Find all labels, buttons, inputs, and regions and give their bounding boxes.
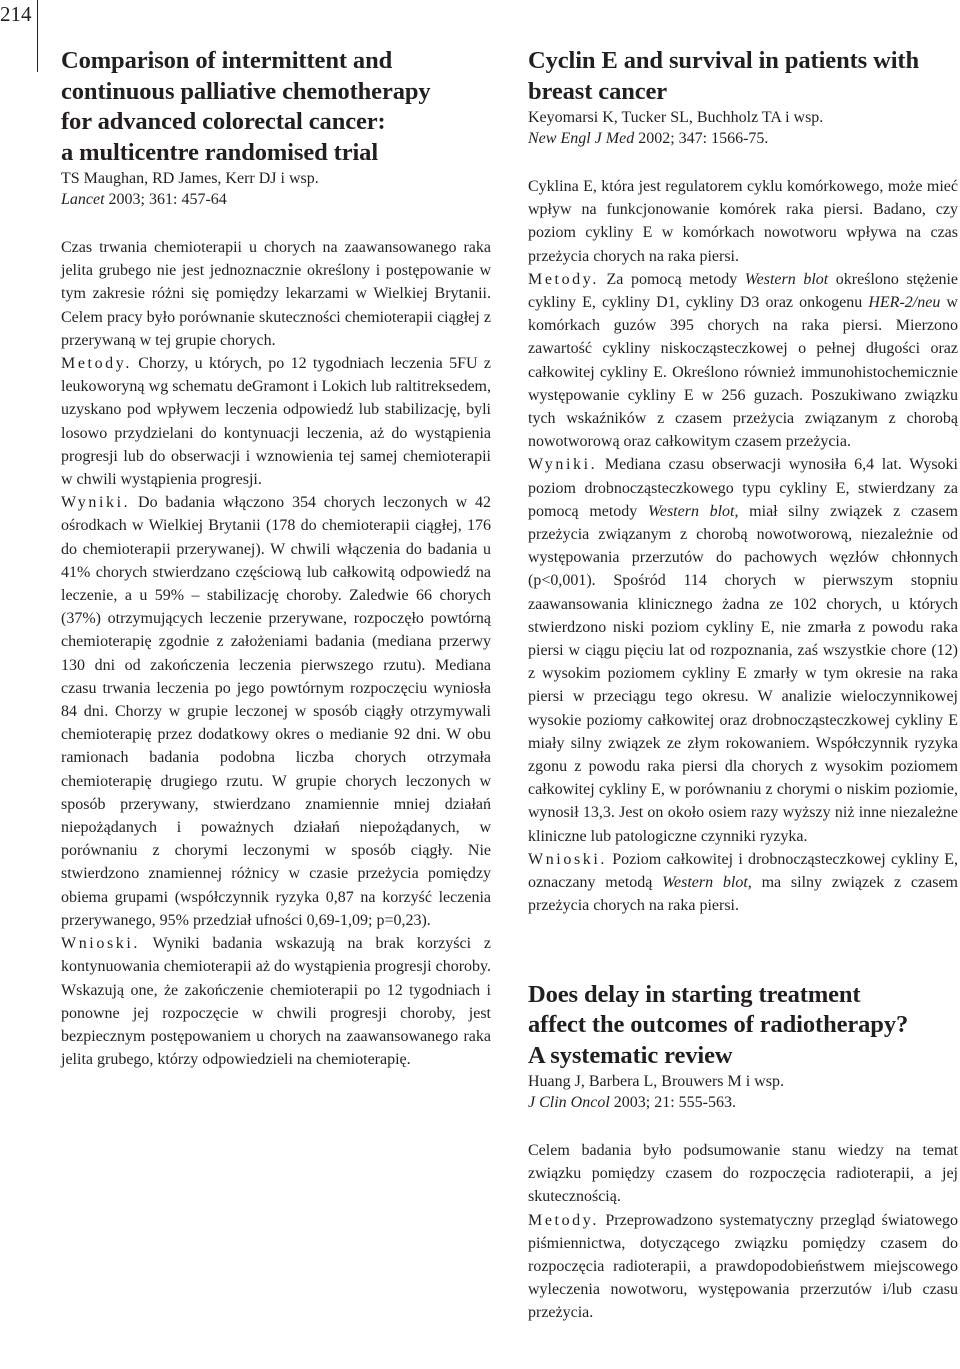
right-article-2-authors: Huang J, Barbera L, Brouwers M i wsp.: [528, 1073, 784, 1090]
title-line: a multicentre randomised trial: [61, 138, 379, 166]
left-article-authors: TS Maughan, RD James, Kerr DJ i wsp.: [61, 170, 319, 187]
journal-name: New Engl J Med: [528, 130, 635, 147]
right-column: [528, 46, 958, 1325]
methods-label: Metody.: [61, 355, 132, 373]
left-article-title: [61, 46, 491, 168]
left-column: [61, 46, 491, 1071]
conclusions-text: Wyniki badania wskazują na brak korzyści z kontynuowania chemioterapii aż do wystąpienia progresji choroby. Wskazują one, że zakończenie chemioterapii po 12 tygodniach i ponowne jej rozpoczęcie w chwili progresji choroby, jest bezpiecznym postępowaniem u chorych na zaawansowanego raka jelita grubego, którzy odpowiedzieli na chemioterapię.: [61, 935, 491, 1069]
left-article-conclusions: [61, 932, 491, 1071]
title-line: A systematic review: [528, 1041, 733, 1069]
methods-text: Przeprowadzono systematyczny przegląd światowego piśmiennictwa, dotyczącego związku pomiędzy czasem do rozpoczęcia radioterapii, a prawdopodobieństwem miejscowego wyleczenia nowotworu, występowania przerzutów i/lub czasu przeżycia.: [528, 1211, 958, 1322]
results-label: Wyniki.: [528, 456, 598, 474]
journal-citation: 2003; 361: 457-64: [104, 191, 227, 208]
results-text: Mediana czasu obserwacji wynosiła 6,4 lat. Wysoki poziom drobnocząsteczkowego typu cykliny E, stwierdzany za pomocą metody: [528, 456, 958, 520]
results-label: Wyniki.: [61, 494, 131, 512]
results-term: Western blot,: [647, 502, 739, 520]
left-article-intro: Czas trwania chemioterapii u chorych na zaawansowanego raka jelita grubego nie jest jednoznacznie określony i postępowanie w tym zakresie różni się pomiędzy lekarzami w Wielkiej Brytanii. Celem pracy było porównanie skuteczności chemioterapii ciągłej z przerywaną w tej grupie chorych.: [61, 239, 491, 349]
conclusions-term: Western blot,: [662, 874, 752, 892]
methods-text: Chorzy, u których, po 12 tygodniach leczenia 5FU z leukoworyną wg schematu deGramont i Lokich lub raltitreksedem, uzyskano pod wpływem leczenia odpowiedź lub stabilizację, byli losowo przydzielani do kontynuacji leczenia, aż do wystąpienia progresji lub do obserwacji i wznowienia tej samej chemioterapii w chwili wystąpienia progresji.: [61, 355, 491, 489]
left-article-methods: [61, 352, 491, 491]
methods-term: HER-2/neu: [868, 294, 941, 312]
page-rule: [37, 0, 38, 72]
journal-name: Lancet: [61, 191, 105, 208]
title-line: continuous palliative chemotherapy: [61, 77, 431, 105]
conclusions-text: ma silny związek z czasem przeżycia chorych na raka piersi.: [528, 874, 958, 915]
methods-label: Metody.: [528, 270, 599, 288]
right-article-1-title: [528, 46, 958, 107]
right-article-1-methods: [528, 268, 958, 454]
results-text: Do badania włączono 354 chorych leczonych w 42 ośrodkach w Wielkiej Brytanii (178 do chemioterapii ciągłej, 176 do chemioterapii przerywanej). W chwili włączenia do badania u 41% chorych stwierdzano częściową lub całkowitą odpowiedź na leczenie, a u 59% – stabilizację choroby. Zaledwie 66 chorych (37%) otrzymujących leczenie przerywane, rozpoczęło powtórną chemioterapię zgodnie z założeniami badania (mediana przerwy 130 dni od zakończenia leczenia pierwszego rzutu). Mediana czasu trwania leczenia po jego powtórnym rozpoczęciu wyniosła 84 dni. Chorzy w grupie leczonej w sposób ciągły otrzymywali chemioterapię przez dodatkowy okres o medianie 92 dni. W obu ramionach badania podobna liczba chorych otrzymała chemioterapię drugiego rzutu. W grupie chorych leczonych w sposób przerywany, stwierdzano znamiennie mniej działań niepożądanych i poważnych działań niepożądanych, w porównaniu z chorymi leczonymi w sposób ciągły. Nie stwierdzono znamiennej różnicy w czasie przeżycia pomiędzy obiema grupami (współczynnik ryzyka 0,87 na korzyść leczenia przerywanego, 95% przedział ufności 0,69-1,09; p=0,23).: [61, 494, 491, 929]
conclusions-label: Wnioski.: [528, 850, 608, 868]
left-article-citation: [61, 189, 491, 210]
methods-term: Western blot: [744, 270, 829, 288]
journal-citation: 2002; 347: 1566-75.: [634, 130, 769, 147]
right-article-1-results: [528, 453, 958, 847]
right-article-2-methods: [528, 1209, 958, 1325]
right-article-2-intro: Celem badania było podsumowanie stanu wiedzy na temat związku pomiędzy czasem do rozpoczęcia radioterapii, a jej skutecznością.: [528, 1142, 958, 1206]
journal-citation: 2003; 21: 555-563.: [609, 1094, 736, 1111]
title-line: Cyclin E and survival in patients with: [528, 47, 919, 74]
page-number: 214: [0, 2, 32, 26]
conclusions-text: Poziom całkowitej i drobnocząsteczkowej cykliny E, oznaczany metodą: [528, 850, 958, 892]
title-line: Comparison of intermittent and: [61, 47, 393, 74]
journal-name: J Clin Oncol: [528, 1094, 610, 1111]
methods-text: Za pomocą metody: [598, 270, 745, 288]
right-article-2-citation: [528, 1092, 958, 1113]
title-line: for advanced colorectal cancer:: [61, 108, 386, 135]
title-line: affect the outcomes of radiotherapy?: [528, 1011, 909, 1038]
right-article-1-citation: [528, 128, 958, 149]
right-article-1-authors: Keyomarsi K, Tucker SL, Buchholz TA i wsp.: [528, 109, 824, 126]
methods-label: Metody.: [528, 1211, 599, 1229]
methods-text: w komórkach guzów 395 chorych na raka piersi. Mierzono zawartość cykliny niskocząsteczkowej o pełnej długości oraz całkowitej cykliny E. Określono również immunohistochemicznie występowanie cykliny E w 256 guzach. Poszukiwano związku tych wskaźników z czasem przeżycia związanym z chorobą nowotworową oraz całkowitym czasem przeżycia.: [528, 294, 958, 451]
right-article-1-intro: Cyklina E, która jest regulatorem cyklu komórkowego, może mieć wpływ na funkcjonowanie komórek raka piersi. Badano, czy poziom cykliny E w komórkach nowotworu wpływa na czas przeżycia chorych na raka piersi.: [528, 178, 958, 265]
results-text: miał silny związek z czasem przeżycia związanym z chorobą nowotworową, niezależnie od występowania przerzutów do pachowych węzłów chłonnych (p<0,001). Spośród 114 chorych w pierwszym stopniu zaawansowania klinicznego żadna ze 102 chorych, u których stwierdzono niski poziom cykliny E, nie zmarła z powodu raka piersi w ciągu pięciu lat od rozpoznania, zaś wszystkie chore (12) z wysokim poziomem cykliny E zmarły w tym okresie na raka piersi w przeciągu tego okresu. W analizie wieloczynnikowej wysokie poziomy całkowitej oraz drobnocząsteczkowej cykliny E miały silny związek ze złym rokowaniem. Współczynnik ryzyka zgonu z powodu raka piersi dla chorych z wysokim poziomem całkowitej cykliny E, w porównaniu z chorymi o niskim poziomie, wynosił 13,3. Jest on około osiem razy wyższy niż inne niezależne kliniczne lub patologiczne czynniki ryzyka.: [528, 502, 959, 845]
title-line: breast cancer: [528, 77, 668, 105]
methods-text: określono stężenie cykliny E, cykliny D1, cykliny D3 oraz onkogenu: [528, 270, 959, 312]
right-article-1-conclusions: [528, 848, 958, 918]
left-article-results: [61, 491, 491, 932]
title-line: Does delay in starting treatment: [528, 980, 861, 1008]
right-article-2-title: [528, 980, 958, 1072]
conclusions-label: Wnioski.: [61, 935, 141, 953]
